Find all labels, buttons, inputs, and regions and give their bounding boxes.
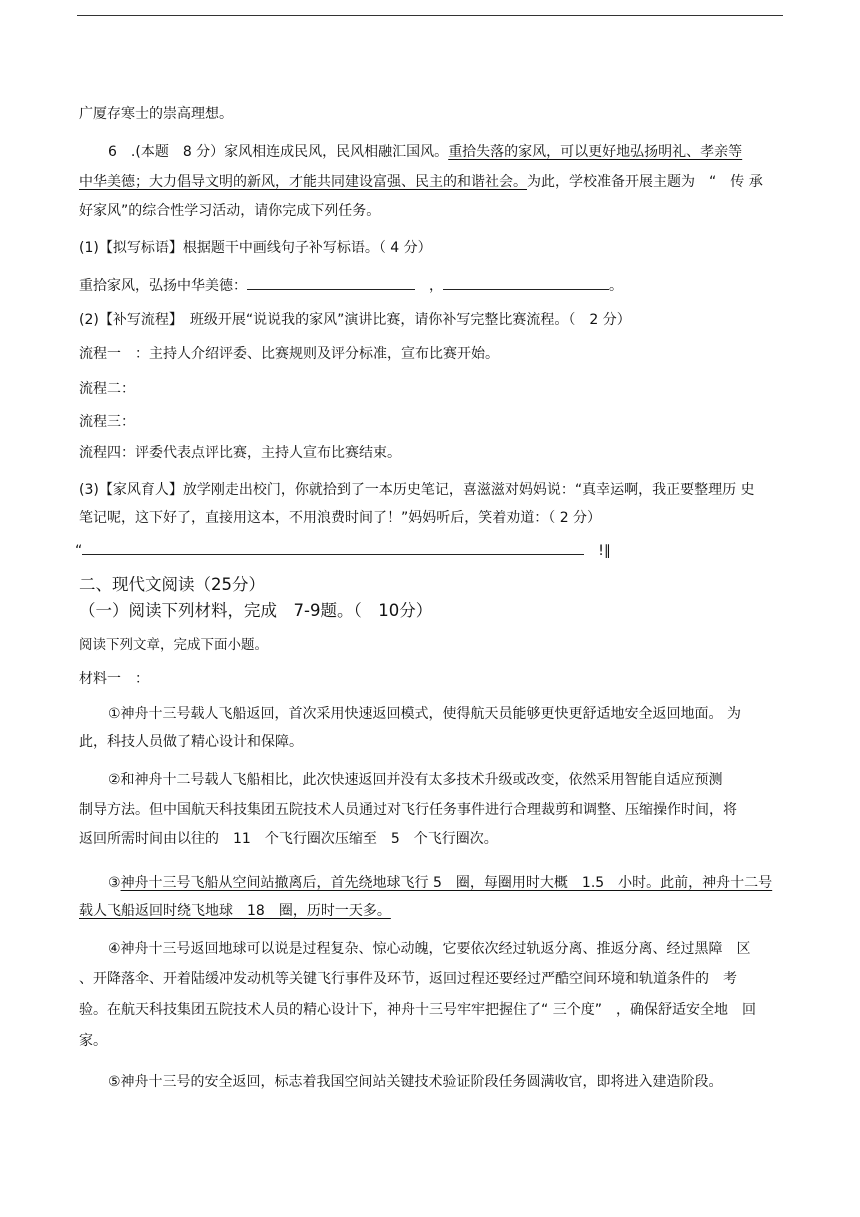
- q3-line-1: (3)【家风育人】放学刚走出校门，你就拾到了一本历史笔记，喜滋滋对妈妈说：“真幸运啊，我正要整理历 史: [79, 482, 755, 498]
- intro-line: 广厦存寒士的崇高理想。: [79, 106, 233, 122]
- para-3-line-1: [108, 873, 772, 893]
- q6-stem: 6 .(本题 8 分）家风相连成民风，民风相融汇国风。: [108, 144, 449, 160]
- q6-line-3: 好家风”的综合性学习活动，请你完成下列任务。: [79, 203, 381, 219]
- para-1-line-1: ①神舟十三号载人飞船返回，首次采用快速返回模式，使得航天员能够更快更舒适地安全返回地面。 为: [108, 706, 741, 722]
- para-1-line-2: 此，科技人员做了精心设计和保障。: [79, 734, 303, 750]
- q6-line-1: [108, 142, 742, 162]
- q6-underlined-2: 中华美德；大力倡导文明的新风，才能共同建设富强、民主的和谐社会。: [79, 174, 527, 190]
- close-quote: !∥: [598, 543, 611, 559]
- para-4-line-3: 验。在航天科技集团五院技术人员的精心设计下，神舟十三号牢牢把握住了“ 三个度” ，确保舒适安全地 回: [79, 1002, 756, 1018]
- section-title: 二、现代文阅读（25分）: [79, 575, 265, 594]
- q1-fill-line: [79, 275, 623, 296]
- answer-blank-1[interactable]: [247, 275, 415, 290]
- para-3-line-2: [79, 901, 391, 921]
- q1-fill-sep: ，: [415, 278, 443, 294]
- para-2-line-1: ②和神舟十二号载人飞船相比，此次快速返回并没有太多技术升级或改变，依然采用智能自适应预测: [108, 772, 723, 788]
- instruction: 阅读下列文章，完成下面小题。: [79, 637, 268, 653]
- q1-fill-end: 。: [609, 278, 623, 294]
- step-3: 流程三：: [79, 414, 135, 430]
- para-3-number: ③: [108, 875, 121, 891]
- section-subtitle: （一）阅读下列材料，完成 7-9题。（ 10分）: [79, 601, 433, 620]
- step-1: 流程一 ：主持人介绍评委、比赛规则及评分标准，宣布比赛开始。: [79, 346, 499, 362]
- open-quote: “: [75, 543, 83, 559]
- q6-line-2: [79, 172, 763, 192]
- para-3-underlined-2: 载人飞船返回时绕飞地球 18 圈，历时一天多。: [79, 903, 391, 919]
- answer-blank-2[interactable]: [443, 275, 609, 290]
- step-4: 流程四：评委代表点评比赛，主持人宣布比赛结束。: [79, 445, 401, 461]
- para-4-line-4: 家。: [79, 1033, 107, 1049]
- para-2-line-2: 制导方法。但中国航天科技集团五院技术人员通过对飞行任务事件进行合理裁剪和调整、压缩操作时间，将: [79, 802, 737, 818]
- q3-answer-line: [75, 540, 611, 561]
- top-rule: [77, 15, 783, 16]
- q1-title: (1)【拟写标语】根据题干中画线句子补写标语。（ 4 分）: [79, 240, 432, 256]
- q2-title: (2)【补写流程】 班级开展“说说我的家风”演讲比赛，请你补写完整比赛流程。（ 2 分）: [79, 312, 631, 328]
- q6-underlined-1: 重拾失落的家风，可以更好地弘扬明礼、孝亲等: [448, 144, 743, 160]
- answer-blank-3[interactable]: [82, 540, 584, 555]
- q3-line-2: 笔记呢，这下好了，直接用这本，不用浪费时间了！”妈妈听后，笑着劝道：（ 2 分）: [79, 510, 602, 526]
- para-2-line-3: 返回所需时间由以往的 11 个飞行圈次压缩至 5 个飞行圈次。: [79, 831, 498, 847]
- para-5-line-1: ⑤神舟十三号的安全返回，标志着我国空间站关键技术验证阶段任务圆满收官，即将进入建造阶段。: [108, 1074, 723, 1090]
- step-2: 流程二：: [79, 381, 135, 397]
- q6-theme: 为此，学校准备开展主题为 “ 传 承: [527, 174, 763, 190]
- para-4-line-1: ④神舟十三号返回地球可以说是过程复杂、惊心动魄，它要依次经过轨返分离、推返分离、经过黑障 区: [108, 941, 751, 957]
- q1-fill-prefix: 重拾家风，弘扬中华美德：: [79, 278, 247, 294]
- para-4-line-2: 、开降落伞、开着陆缓冲发动机等关键飞行事件及环节，返回过程还要经过严酷空间环境和轨道条件的 考: [79, 971, 737, 987]
- para-3-underlined-1: 神舟十三号飞船从空间站撤离后，首先绕地球飞行 5 圈，每圈用时大概 1.5 小时。此前，神舟十二号: [120, 875, 773, 891]
- material-label: 材料一 ：: [79, 671, 149, 687]
